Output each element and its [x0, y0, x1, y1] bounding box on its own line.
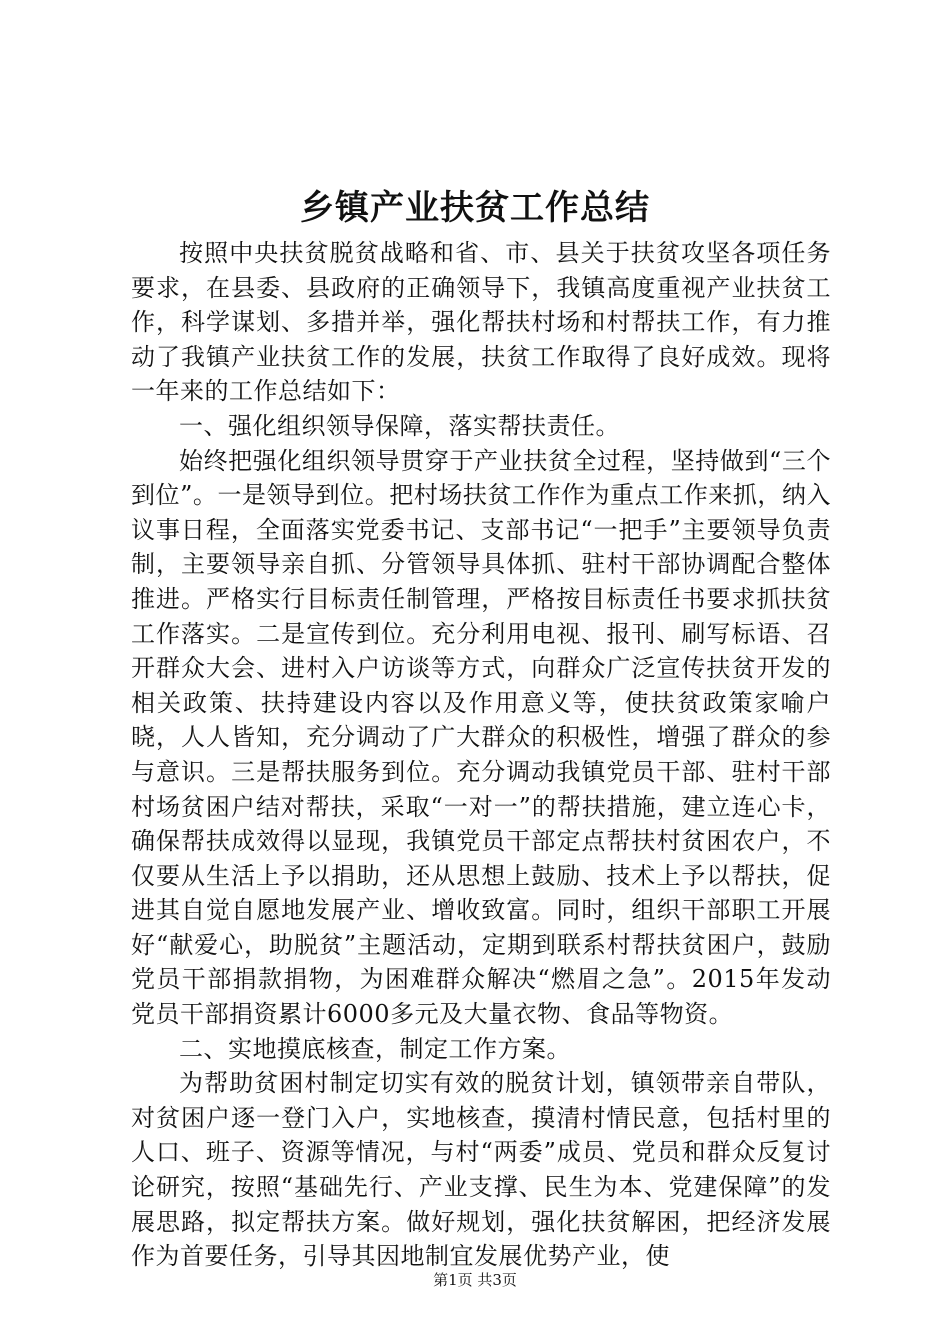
paragraph-section-2: 为帮助贫困村制定切实有效的脱贫计划，镇领带亲自带队，对贫困户逐一登门入户，实地核查，摸清村情民意，包括村里的人口、班子、资源等情况，与村“两委”成员、党员和群众反复讨论研究，按照“基础先行、产业支撑、民生为本、党建保障”的发展思路，拟定帮扶方案。做好规划，强化扶贫解困，把经济发展作为首要任务，引导其因地制宜发展优势产业，使	[131, 1069, 831, 1271]
paragraph-intro: 按照中央扶贫脱贫战略和省、市、县关于扶贫攻坚各项任务要求，在县委、县政府的正确领导下，我镇高度重视产业扶贫工作，科学谋划、多措并举，强化帮扶村场和村帮扶工作，有力推动了我镇产业扶贫工作的发展，扶贫工作取得了良好成效。现将一年来的工作总结如下：	[131, 239, 831, 406]
document-body	[131, 236, 831, 1274]
paragraph-section-1: 始终把强化组织领导贯穿于产业扶贫全过程，坚持做到“三个到位”。一是领导到位。把村场扶贫工作作为重点工作来抓，纳入议事日程，全面落实党委书记、支部书记“一把手”主要领导负责制，主要领导亲自抓、分管领导具体抓、驻村干部协调配合整体推进。严格实行目标责任制管理，严格按目标责任书要求抓扶贫工作落实。二是宣传到位。充分利用电视、报刊、刷写标语、召开群众大会、进村入户访谈等方式，向群众广泛宣传扶贫开发的相关政策、扶持建设内容以及作用意义等，使扶贫政策家喻户晓，人人皆知，充分调动了广大群众的积极性，增强了群众的参与意识。三是帮扶服务到位。充分调动我镇党员干部、驻村干部村场贫困户结对帮扶，采取“一对一”的帮扶措施，建立连心卡，确保帮扶成效得以显现，我镇党员干部定点帮扶村贫困农户，不仅要从生活上予以捐助，还从思想上鼓励、技术上予以帮扶，促进其自觉自愿地发展产业、增收致富。同时，组织干部职工开展好“献爱心，助脱贫”主题活动，定期到联系村帮扶贫困户，鼓励党员干部捐款捐物，为困难群众解决“燃眉之急”。2015年发动党员干部捐资累计6000多元及大量衣物、食品等物资。	[131, 446, 831, 1029]
section-heading-2: 二、实地摸底核查，制定工作方案。	[179, 1034, 571, 1063]
page-footer: 第1页 共3页	[433, 1271, 517, 1289]
document-title: 乡镇产业扶贫工作总结	[300, 188, 650, 228]
section-heading-1: 一、强化组织领导保障，落实帮扶责任。	[179, 411, 620, 440]
